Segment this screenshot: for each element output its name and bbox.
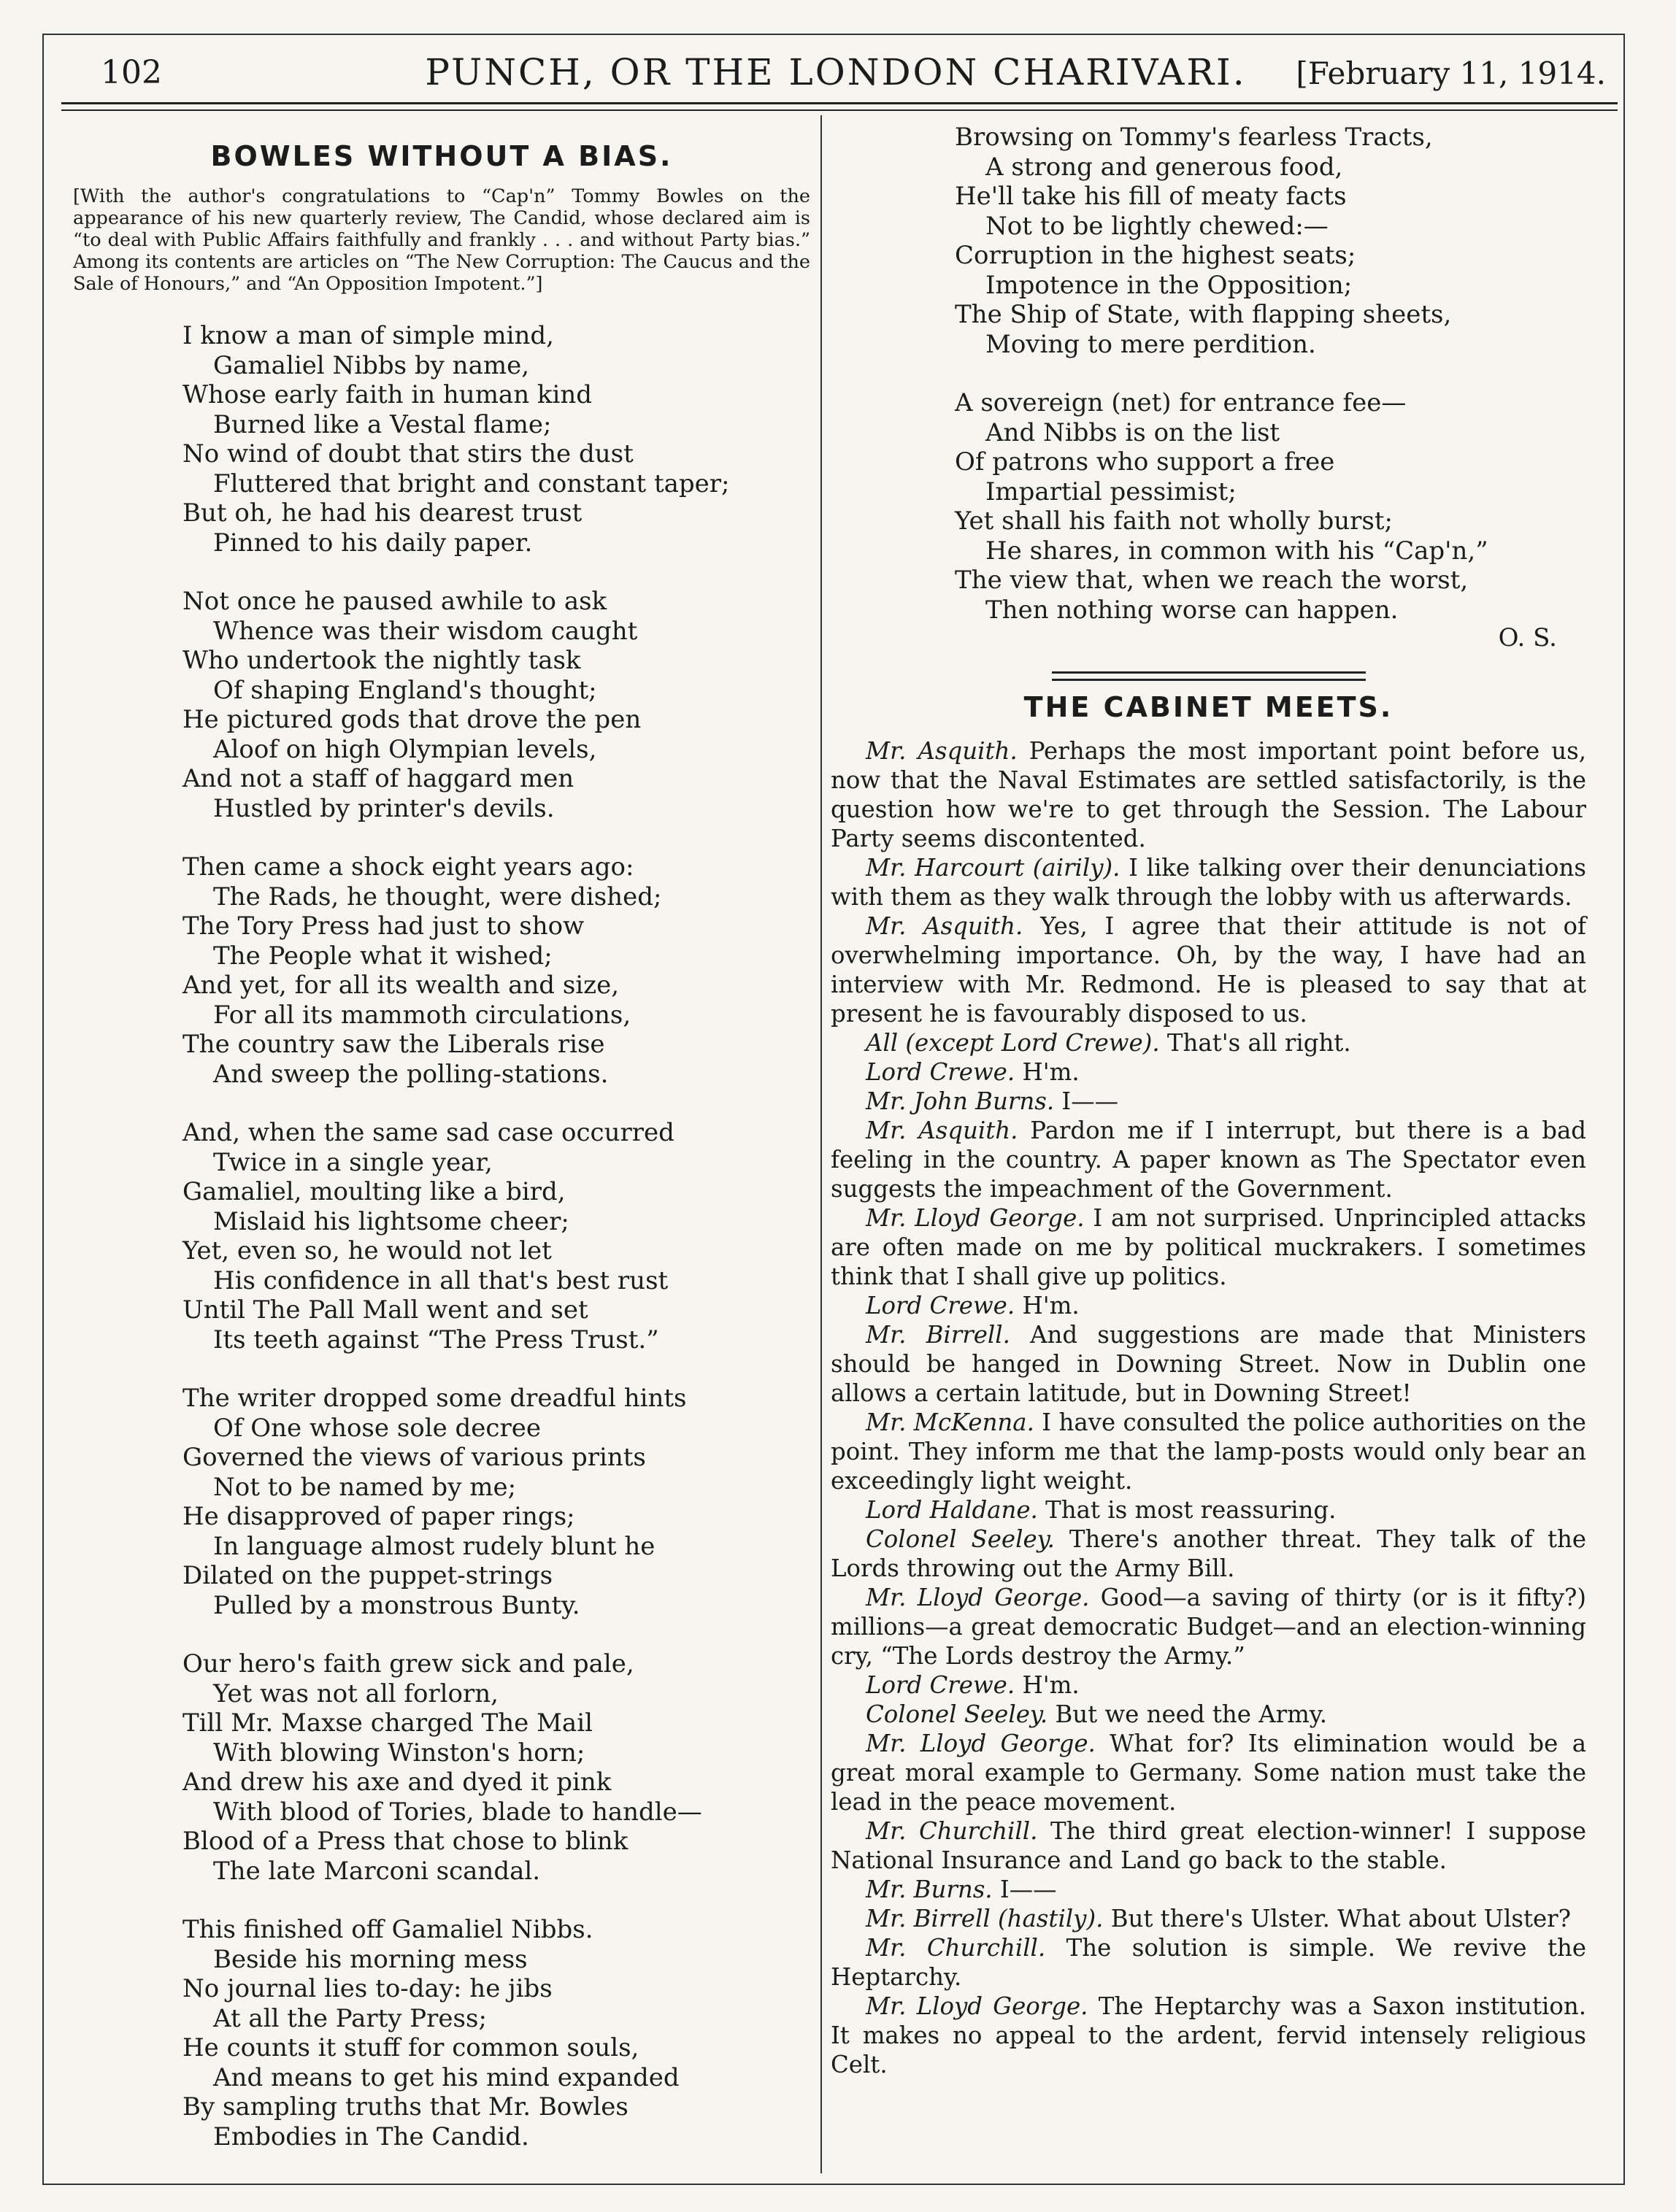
poem-line: Yet, even so, he would not let	[182, 1236, 552, 1265]
running-title: PUNCH, OR THE LONDON CHARIVARI.	[425, 51, 1247, 93]
speech-text: The third great election-winner! I suppose National Insurance and Land go back to the stable.	[831, 1817, 1586, 1874]
poem-line: Who undertook the nightly task	[182, 646, 581, 675]
poem-line: The late Marconi scandal.	[213, 1856, 541, 1886]
poem-line: And drew his axe and dyed it pink	[182, 1768, 612, 1797]
poem-line: With blowing Winston's horn;	[213, 1738, 585, 1768]
speaker-name: Mr. Birrell.	[866, 1321, 1010, 1349]
dialogue-paragraph	[831, 1904, 1586, 1933]
poem-line: The view that, when we reach the worst,	[955, 566, 1469, 595]
poem-line: Beside his morning mess	[213, 1944, 528, 1974]
poem-line: Then came a shock eight years ago:	[182, 852, 634, 882]
speaker-name: Mr. Lloyd George.	[866, 1584, 1090, 1611]
dialogue-paragraph	[831, 1875, 1586, 1904]
article-title-cabinet: THE CABINET MEETS.	[1023, 691, 1394, 723]
speech-text: H'm.	[1015, 1058, 1080, 1086]
poem-signature: O. S.	[1498, 623, 1557, 652]
right-column	[831, 123, 1586, 2079]
poem-stanza	[182, 587, 810, 823]
poem-line: Impotence in the Opposition;	[985, 270, 1353, 300]
poem-line: Not to be lightly chewed:—	[985, 211, 1329, 241]
poem-line: Mislaid his lightsome cheer;	[213, 1206, 569, 1236]
poem-line: The Tory Press had just to show	[182, 912, 585, 941]
poem-left	[182, 321, 810, 2151]
poem-line: I know a man of simple mind,	[182, 321, 554, 350]
issue-date: [February 11, 1914.	[1296, 55, 1606, 91]
speech-text: H'm.	[1015, 1292, 1080, 1319]
dialogue-paragraph	[831, 1933, 1586, 1992]
poem-line: For all its mammoth circulations,	[213, 1000, 631, 1030]
poem-line: He shares, in common with his “Cap'n,”	[985, 536, 1488, 566]
speaker-name: Mr. Lloyd George.	[866, 1992, 1088, 2020]
speaker-name: Mr. Asquith.	[866, 737, 1018, 765]
poem-stanza	[955, 123, 1586, 359]
poem-line: Then nothing worse can happen.	[985, 595, 1399, 625]
poem-line: Of patrons who support a free	[955, 447, 1335, 477]
poem-line: Pulled by a monstrous Bunty.	[213, 1590, 580, 1620]
speaker-name: Lord Crewe.	[866, 1671, 1015, 1699]
poem-line: Hustled by printer's devils.	[213, 793, 555, 823]
poem-right	[955, 123, 1586, 625]
poem-line: Pinned to his daily paper.	[213, 528, 533, 558]
speaker-name: Mr. Lloyd George.	[866, 1204, 1085, 1232]
speech-text: I——	[1054, 1087, 1118, 1115]
speaker-name: Colonel Seeley.	[866, 1700, 1048, 1728]
poem-line: The Ship of State, with flapping sheets,	[955, 300, 1452, 329]
dialogue-paragraph	[831, 1670, 1586, 1700]
poem-line: Our hero's faith grew sick and pale,	[182, 1649, 634, 1679]
speaker-name: Mr. Harcourt (airily).	[866, 854, 1120, 882]
dialogue-paragraph	[831, 1700, 1586, 1729]
speaker-name: Mr. Asquith.	[866, 912, 1023, 940]
poem-line: No journal lies to-day: he jibs	[182, 1974, 553, 2003]
poem-stanza	[182, 1915, 810, 2151]
dialogue-paragraph	[831, 1495, 1586, 1525]
dialogue-paragraph	[831, 1116, 1586, 1203]
poem-line: Gamaliel, moulting like a bird,	[182, 1177, 566, 1206]
poem-line: Browsing on Tommy's fearless Tracts,	[955, 123, 1433, 152]
poem-stanza	[182, 1384, 810, 1620]
poem-line: By sampling truths that Mr. Bowles	[182, 2092, 628, 2122]
poem-line: At all the Party Press;	[213, 2003, 487, 2033]
poem-line: With blood of Tories, blade to handle—	[213, 1797, 702, 1827]
poem-line: And means to get his mind expanded	[213, 2062, 680, 2092]
speech-text: And suggestions are made that Ministers should be hanged in Downing Street. Now in Dublin one allows a certain latitude, but in Downing Street!	[831, 1321, 1586, 1407]
header-rule-thin	[61, 109, 1618, 111]
poem-line: And Nibbs is on the list	[985, 417, 1280, 447]
poem-line: And yet, for all its wealth and size,	[182, 971, 620, 1000]
poem-line: Aloof on high Olympian levels,	[213, 734, 597, 764]
speech-text: H'm.	[1015, 1671, 1080, 1699]
poem-line: Gamaliel Nibbs by name,	[213, 350, 530, 380]
speaker-name: Mr. McKenna.	[866, 1408, 1034, 1436]
header-rule	[61, 102, 1618, 104]
poem-line: He'll take his fill of meaty facts	[955, 182, 1347, 211]
poem-line: The People what it wished;	[213, 941, 553, 971]
dialogue-paragraph	[831, 1729, 1586, 1816]
poem-line: A strong and generous food,	[985, 152, 1343, 182]
poem-line: Its teeth against “The Press Trust.”	[213, 1325, 659, 1354]
poem-line: Not to be named by me;	[213, 1472, 517, 1502]
speech-text: There's another threat. They talk of the Lords throwing out the Army Bill.	[831, 1525, 1586, 1582]
poem-line: And not a staff of haggard men	[182, 764, 574, 793]
poem-line: Until The Pall Mall went and set	[182, 1295, 588, 1325]
speech-text: Pardon me if I interrupt, but there is a bad feeling in the country. A paper known as The Spectator even suggests the impeachment of the Government.	[831, 1117, 1586, 1203]
speaker-name: All (except Lord Crewe).	[866, 1029, 1160, 1057]
speech-text: Good—a saving of thirty (or is it fifty?) millions—a great democratic Budget—and an election-winning cry, “The Lords destroy the Army.”	[831, 1584, 1587, 1670]
poem-line: Corruption in the highest seats;	[955, 241, 1356, 270]
poem-stanza	[182, 1649, 810, 1886]
poem-line: Yet was not all forlorn,	[213, 1679, 499, 1708]
speech-text: The solution is simple. We revive the Heptarchy.	[831, 1934, 1587, 1991]
poem-line: Of One whose sole decree	[213, 1413, 541, 1443]
speaker-name: Mr. Churchill.	[866, 1934, 1046, 1962]
dialogue-paragraph	[831, 1992, 1586, 2079]
poem-line: Of shaping England's thought;	[213, 675, 597, 705]
article-intro-note: [With the author's congratulations to “Cap'n” Tommy Bowles on the appearance of his new quarterly review, The Candid, whose declared aim is “to deal with Public Affairs faithfully and frankly . . . and without Party bias.” Among its contents are articles on “The New Corruption: The Caucus and the Sale of Honours,” and “An Opposition Impotent.”]	[73, 185, 810, 295]
poem-line: Fluttered that bright and constant taper;	[213, 469, 730, 498]
poem-stanza	[182, 1118, 810, 1354]
speech-text: I am not surprised. Unprincipled attacks are often made on me by political muckrakers. I sometimes think that I shall give up politics.	[831, 1204, 1587, 1290]
dialogue-paragraph	[831, 853, 1586, 912]
poem-line: Not once he paused awhile to ask	[182, 587, 607, 616]
speaker-name: Lord Crewe.	[866, 1292, 1015, 1319]
poem-line: The country saw the Liberals rise	[182, 1030, 605, 1059]
poem-line: Till Mr. Maxse charged The Mail	[182, 1708, 593, 1738]
poem-line: Impartial pessimist;	[985, 477, 1237, 506]
speech-text: That's all right.	[1159, 1029, 1351, 1057]
dialogue-paragraph	[831, 1525, 1586, 1583]
column-divider	[820, 115, 822, 2173]
speech-text: But there's Ulster. What about Ulster?	[1103, 1905, 1571, 1932]
speaker-name: Mr. John Burns.	[866, 1087, 1055, 1115]
poem-line: Yet shall his faith not wholly burst;	[955, 506, 1393, 536]
page-number: 102	[101, 54, 162, 91]
poem-line: And, when the same sad case occurred	[182, 1118, 674, 1147]
poem-line: This finished off Gamaliel Nibbs.	[182, 1915, 593, 1944]
left-column	[73, 130, 810, 2181]
poem-line: Blood of a Press that chose to blink	[182, 1827, 628, 1856]
speaker-name: Mr. Asquith.	[866, 1117, 1018, 1144]
poem-stanza	[182, 321, 810, 558]
dialogue-paragraph	[831, 1087, 1586, 1116]
speech-text: Perhaps the most important point before us, now that the Naval Estimates are settled satisfactorily, is the question how we're to get through the Session. The Labour Party seems discontented.	[831, 737, 1586, 852]
poem-line: Burned like a Vestal flame;	[213, 409, 552, 439]
poem-line: But oh, he had his dearest trust	[182, 498, 583, 528]
page-header	[51, 45, 1621, 96]
speaker-name: Mr. Churchill.	[866, 1817, 1038, 1845]
article-title-bowles: BOWLES WITHOUT A BIAS.	[210, 140, 673, 172]
poem-line: In language almost rudely blunt he	[213, 1531, 656, 1561]
dialogue-paragraph	[831, 1583, 1586, 1670]
poem-line: Twice in a single year,	[213, 1147, 493, 1177]
poem-line: Moving to mere perdition.	[985, 329, 1316, 359]
poem-line: No wind of doubt that stirs the dust	[182, 439, 634, 469]
cabinet-dialogue	[831, 736, 1586, 2079]
poem-line: The writer dropped some dreadful hints	[182, 1384, 687, 1413]
speaker-name: Lord Crewe.	[866, 1058, 1015, 1086]
poem-line: He counts it stuff for common souls,	[182, 2033, 639, 2062]
dialogue-paragraph	[831, 1028, 1586, 1057]
poem-line: His confidence in all that's best rust	[213, 1265, 669, 1295]
poem-line: Dilated on the puppet-strings	[182, 1561, 553, 1590]
dialogue-paragraph	[831, 1408, 1586, 1495]
poem-line: He pictured gods that drove the pen	[182, 705, 642, 734]
poem-stanza	[955, 388, 1586, 625]
speaker-name: Mr. Birrell (hastily).	[866, 1905, 1104, 1932]
dialogue-paragraph	[831, 736, 1586, 853]
speech-text: Yes, I agree that their attitude is not of overwhelming importance. Oh, by the way, I have had an interview with Mr. Redmond. He is pleased to say that at present he is favourably disposed to us.	[831, 912, 1587, 1028]
bottom-rule	[42, 2184, 1623, 2185]
dialogue-paragraph	[831, 1816, 1586, 1875]
dialogue-paragraph	[831, 1291, 1586, 1320]
speech-text: What for? Its elimination would be a great moral example to Germany. Some nation must take the lead in the peace movement.	[831, 1730, 1587, 1816]
speech-text: That is most reassuring.	[1037, 1496, 1337, 1524]
speaker-name: Colonel Seeley.	[866, 1525, 1055, 1553]
poem-line: Embodies in The Candid.	[213, 2122, 529, 2151]
poem-line: And sweep the polling-stations.	[213, 1059, 609, 1089]
poem-line: The Rads, he thought, were dished;	[213, 882, 662, 912]
speaker-name: Mr. Burns.	[866, 1876, 993, 1903]
dialogue-paragraph	[831, 1057, 1586, 1087]
poem-line: Governed the views of various prints	[182, 1443, 646, 1472]
speech-text: I——	[992, 1876, 1057, 1903]
speaker-name: Mr. Lloyd George.	[866, 1730, 1096, 1757]
poem-line: Whose early faith in human kind	[182, 380, 593, 409]
speech-text: But we need the Army.	[1048, 1700, 1328, 1728]
dialogue-paragraph	[831, 1203, 1586, 1291]
speech-text: I like talking over their denunciations with them as they walk through the lobby with us afterwards.	[831, 854, 1586, 911]
poem-line: A sovereign (net) for entrance fee—	[955, 388, 1407, 417]
dialogue-paragraph	[831, 1320, 1586, 1408]
poem-stanza	[182, 852, 810, 1089]
speech-text: The Heptarchy was a Saxon institution. It makes no appeal to the ardent, fervid intensely religious Celt.	[831, 1992, 1586, 2078]
poem-line: He disapproved of paper rings;	[182, 1502, 575, 1531]
speaker-name: Lord Haldane.	[866, 1496, 1038, 1524]
section-separator	[1052, 671, 1366, 681]
poem-line: Whence was their wisdom caught	[213, 616, 638, 646]
dialogue-paragraph	[831, 912, 1586, 1028]
speech-text: I have consulted the police authorities on the point. They inform me that the lamp-posts would only bear an exceedingly light weight.	[831, 1408, 1586, 1495]
